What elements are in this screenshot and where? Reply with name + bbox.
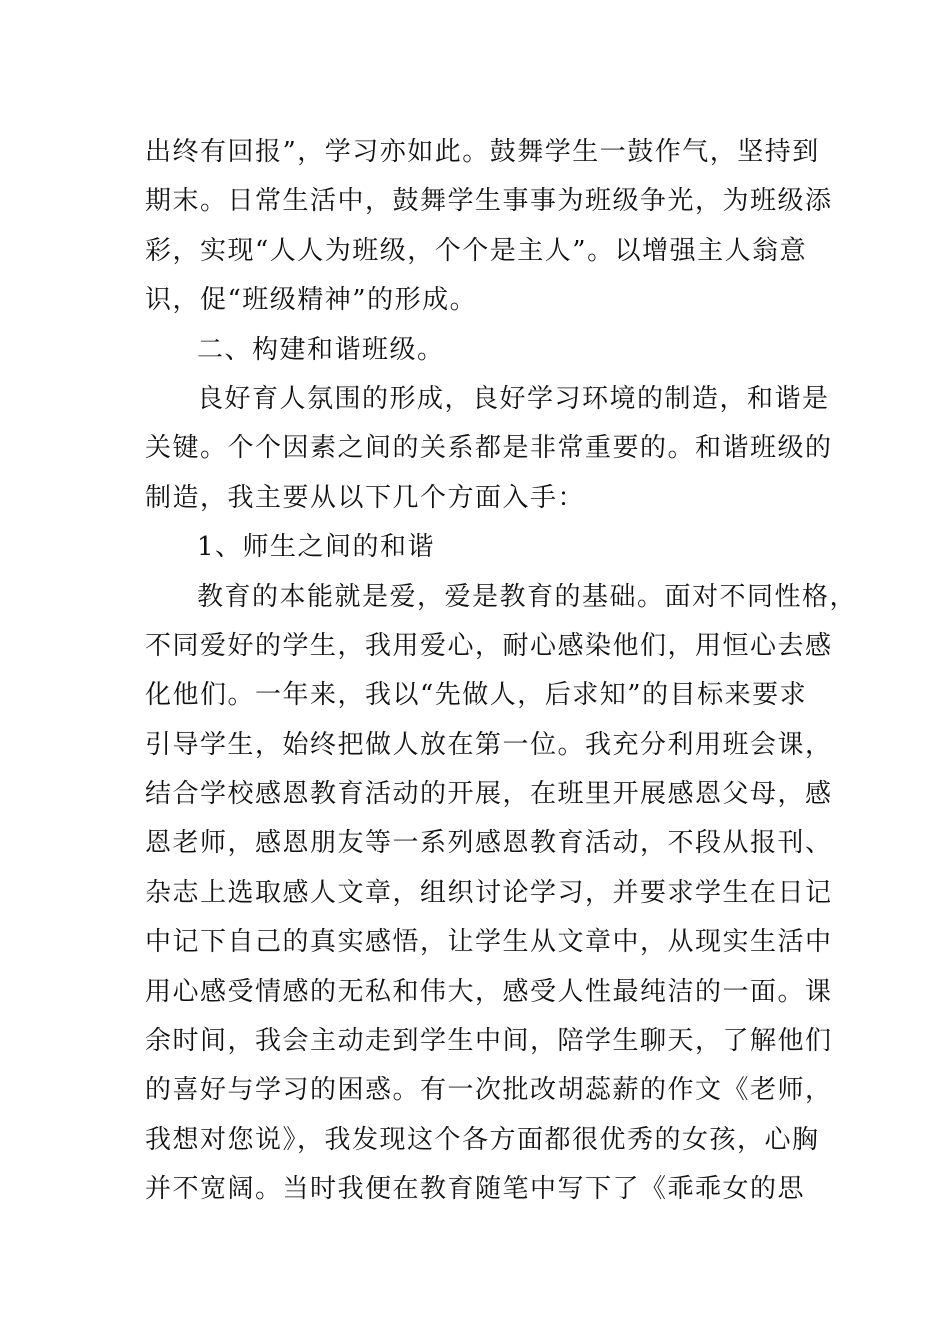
text-line: 化他们。一年来，我以“先做人，后求知”的目标来要求 — [145, 680, 808, 711]
text-line: 期末。日常生活中，鼓舞学生事事为班级争光，为班级添 — [145, 186, 833, 217]
text-line: 二、构建和谐班级。 — [197, 334, 445, 365]
text-line: 引导学生，始终把做人放在第一位。我充分利用班会课， — [145, 729, 833, 760]
text-line: 制造，我主要从以下几个方面入手： — [145, 482, 586, 513]
text-line: 中记下自己的真实感悟，让学生从文章中，从现实生活中 — [145, 927, 833, 958]
text-line: 关键。个个因素之间的关系都是非常重要的。和谐班级的 — [145, 433, 833, 464]
text-line: 良好育人氛围的形成，良好学习环境的制造，和谐是 — [197, 383, 830, 414]
text-line: 并不宽阔。当时我便在教育随笔中写下了《乖乖女的思 — [145, 1174, 806, 1205]
text-line: 的喜好与学习的困惑。有一次批改胡蕊薪的作文《老师， — [145, 1075, 833, 1106]
body-text — [145, 128, 858, 1215]
text-line: 1、师生之间的和谐 — [197, 532, 436, 563]
text-line: 用心感受情感的无私和伟大，感受人性最纯洁的一面。课 — [145, 976, 833, 1007]
text-line: 彩，实现“人人为班级，个个是主人”。以增强主人翁意 — [145, 235, 808, 266]
text-line: 不同爱好的学生，我用爱心，耐心感染他们，用恒心去感 — [145, 630, 833, 661]
text-line: 出终有回报”，学习亦如此。鼓舞学生一鼓作气，坚持到 — [145, 137, 820, 167]
text-line: 我想对您说》，我发现这个各方面都很优秀的女孩，心胸 — [145, 1124, 820, 1155]
text-line: 教育的本能就是爱，爱是教育的基础。面对不同性格， — [197, 581, 858, 612]
text-line: 恩老师，感恩朋友等一系列感恩教育活动，不段从报刊、 — [145, 828, 833, 859]
text-line: 余时间，我会主动走到学生中间，陪学生聊天，了解他们 — [145, 1026, 833, 1057]
text-line: 结合学校感恩教育活动的开展，在班里开展感恩父母，感 — [145, 779, 833, 810]
text-line: 杂志上选取感人文章，组织讨论学习，并要求学生在日记 — [145, 877, 833, 908]
text-line: 识，促“班级精神”的形成。 — [145, 285, 478, 316]
